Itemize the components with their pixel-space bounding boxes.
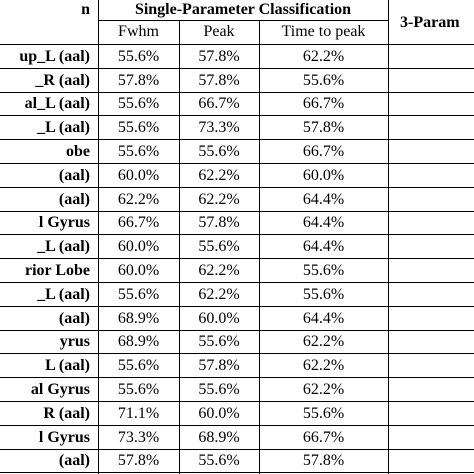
row-divider [0,449,474,450]
peak-cell: 55.6% [198,452,240,470]
row-divider [0,44,474,45]
row-divider [0,211,474,212]
peak-cell: 55.6% [198,238,240,256]
time-to-peak-cell: 66.7% [302,428,345,446]
time-to-peak-column-header: Time to peak [281,23,366,40]
time-to-peak-cell: 64.4% [302,238,345,256]
fwhm-cell: 66.7% [117,214,160,232]
column-divider [259,20,260,474]
fwhm-cell: 60.0% [117,166,160,184]
fwhm-cell: 57.8% [117,452,160,470]
region-cell: (aal) [58,452,90,470]
time-to-peak-cell: 57.8% [302,452,345,470]
row-divider [0,92,474,93]
time-to-peak-cell: 57.8% [302,119,345,137]
region-cell: L (aal) [45,357,90,375]
peak-cell: 73.3% [198,119,240,137]
region-cell: _L (aal) [37,285,90,303]
row-divider [0,234,474,235]
row-divider [0,115,474,116]
region-column-header: n [81,1,90,18]
single-parameter-header: Single-Parameter Classification [134,1,352,18]
region-cell: l Gyrus [38,214,90,232]
fwhm-cell: 55.6% [117,143,160,161]
region-cell: _L (aal) [37,238,90,256]
fwhm-cell: 55.6% [117,357,160,375]
region-cell: (aal) [58,309,90,327]
row-divider [0,472,474,473]
fwhm-column-header: Fwhm [118,23,159,40]
time-to-peak-cell: 64.4% [302,309,345,327]
peak-cell: 68.9% [198,428,240,446]
peak-cell: 62.2% [198,190,240,208]
peak-column-header: Peak [203,23,235,40]
row-divider [0,377,474,378]
region-cell: _R (aal) [35,71,90,89]
time-to-peak-cell: 55.6% [302,71,345,89]
time-to-peak-cell: 55.6% [302,404,345,422]
peak-cell: 60.0% [198,309,240,327]
row-divider [0,139,474,140]
fwhm-cell: 62.2% [117,190,160,208]
column-divider [98,0,99,474]
time-to-peak-cell: 66.7% [302,95,345,113]
fwhm-cell: 55.6% [117,119,160,137]
peak-cell: 57.8% [198,357,240,375]
column-divider [179,20,180,474]
time-to-peak-cell: 55.6% [302,262,345,280]
row-divider [98,20,388,21]
row-divider [0,425,474,426]
three-parameter-header: 3-Param [400,14,460,31]
peak-cell: 57.8% [198,47,240,65]
region-cell: yrus [59,333,90,351]
peak-cell: 57.8% [198,214,240,232]
row-divider [0,401,474,402]
fwhm-cell: 60.0% [117,238,160,256]
row-divider [0,187,474,188]
fwhm-cell: 55.6% [117,47,160,65]
peak-cell: 55.6% [198,143,240,161]
peak-cell: 62.2% [198,262,240,280]
row-divider [0,68,474,69]
row-divider [0,163,474,164]
fwhm-cell: 73.3% [117,428,160,446]
region-cell: l Gyrus [38,428,90,446]
row-divider [0,258,474,259]
fwhm-cell: 60.0% [117,262,160,280]
fwhm-cell: 68.9% [117,333,160,351]
region-cell: (aal) [58,190,90,208]
peak-cell: 66.7% [198,95,240,113]
peak-cell: 62.2% [198,166,240,184]
fwhm-cell: 71.1% [117,404,160,422]
time-to-peak-cell: 62.2% [302,333,345,351]
peak-cell: 55.6% [198,381,240,399]
row-divider [0,330,474,331]
region-cell: obe [66,143,90,161]
region-cell: _L (aal) [37,119,90,137]
fwhm-cell: 68.9% [117,309,160,327]
time-to-peak-cell: 62.2% [302,47,345,65]
time-to-peak-cell: 66.7% [302,143,345,161]
column-divider [388,0,389,474]
region-cell: up_L (aal) [19,47,90,65]
region-cell: (aal) [58,166,90,184]
fwhm-cell: 55.6% [117,95,160,113]
region-cell: rior Lobe [24,262,90,280]
row-divider [0,282,474,283]
time-to-peak-cell: 62.2% [302,381,345,399]
fwhm-cell: 55.6% [117,285,160,303]
peak-cell: 55.6% [198,333,240,351]
time-to-peak-cell: 64.4% [302,214,345,232]
peak-cell: 62.2% [198,285,240,303]
peak-cell: 60.0% [198,404,240,422]
time-to-peak-cell: 60.0% [302,166,345,184]
fwhm-cell: 57.8% [117,71,160,89]
region-cell: R (aal) [43,404,90,422]
time-to-peak-cell: 55.6% [302,285,345,303]
fwhm-cell: 55.6% [117,381,160,399]
time-to-peak-cell: 62.2% [302,357,345,375]
row-divider [0,306,474,307]
region-cell: al_L (aal) [24,95,90,113]
peak-cell: 57.8% [198,71,240,89]
row-divider [0,353,474,354]
region-cell: al Gyrus [30,381,90,399]
time-to-peak-cell: 64.4% [302,190,345,208]
